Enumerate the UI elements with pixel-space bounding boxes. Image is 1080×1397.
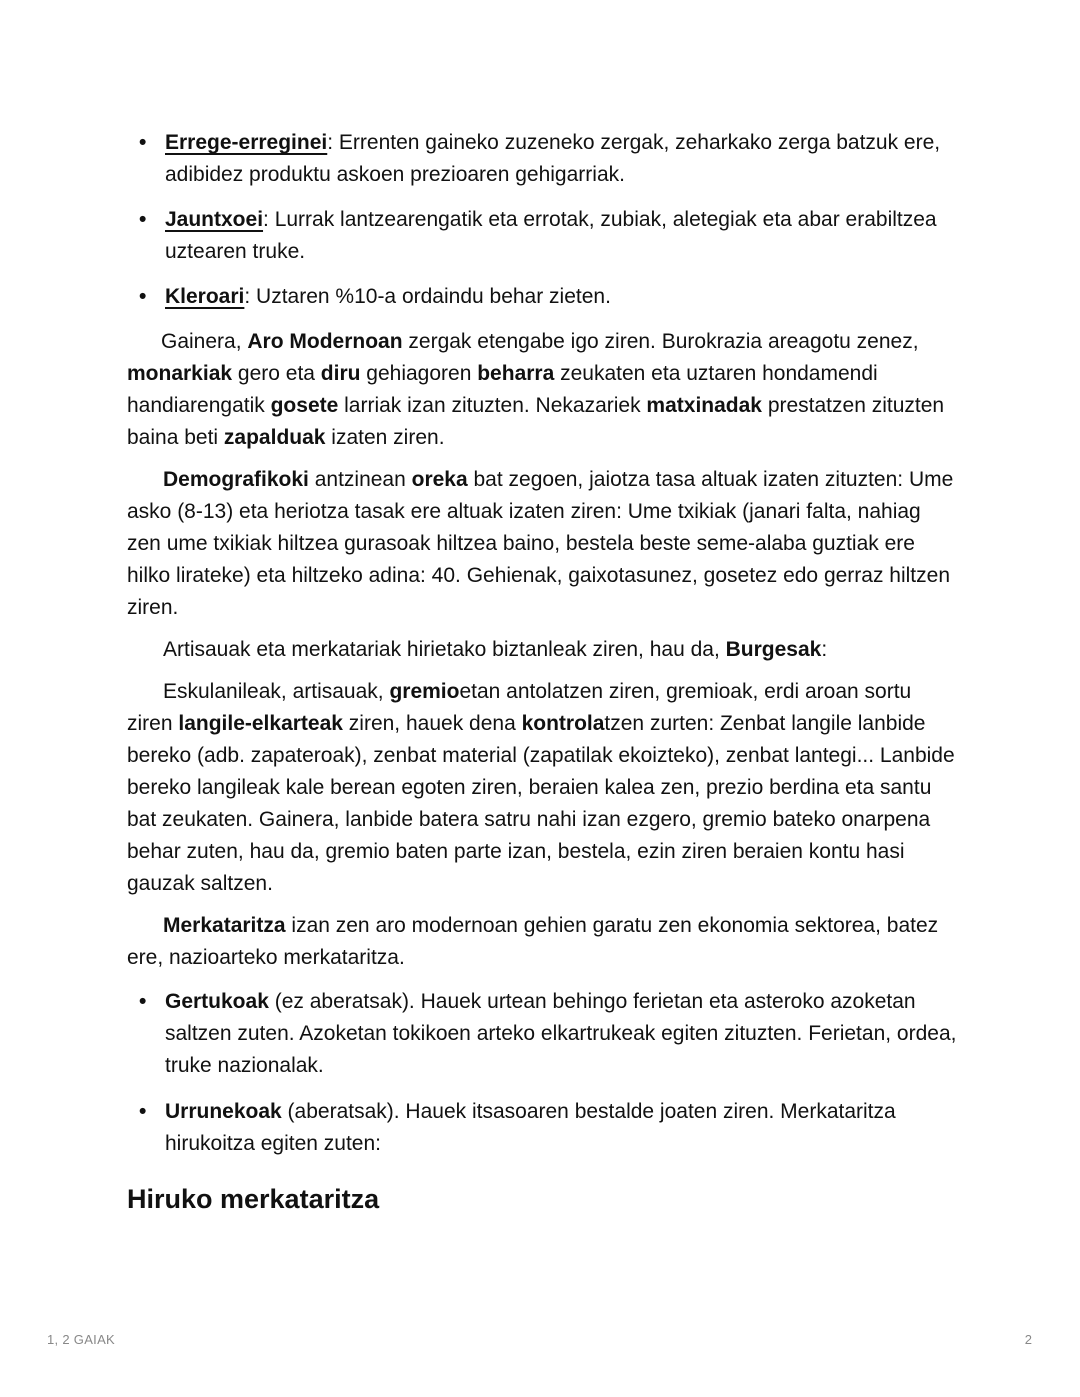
bold-term: diru — [320, 362, 361, 385]
text: Gainera, — [161, 330, 248, 353]
list-item — [127, 204, 957, 268]
paragraph-commerce — [127, 910, 957, 974]
paragraph-bourgeois — [127, 634, 957, 666]
list-term: Urrunekoak — [165, 1100, 282, 1123]
bold-term: langile-elkarteak — [178, 712, 343, 735]
text: izaten ziren. — [325, 426, 445, 449]
list-text: : Lurrak lantzearengatik eta errotak, zubiak, aletegiak eta abar erabiltzea uztearen truke. — [165, 208, 937, 263]
bold-term: beharra — [477, 362, 555, 385]
list-item — [127, 1096, 957, 1160]
bold-term: monarkiak — [127, 362, 233, 385]
list-text: (aberatsak). Hauek itsasoaren bestalde joaten ziren. Merkataritza hirukoitza egiten zuten: — [165, 1100, 896, 1155]
bold-term: Burgesak — [725, 638, 822, 661]
bold-term: matxinadak — [646, 394, 762, 417]
text: prestatzen zituzten baina beti — [127, 394, 945, 449]
bold-term: Demografikoki — [163, 468, 309, 491]
bold-term: Merkataritza — [163, 914, 286, 937]
bullet-icon: • — [139, 1100, 147, 1123]
list-term: Gertukoak — [165, 990, 269, 1013]
list-item — [127, 986, 957, 1082]
document-page — [127, 127, 957, 1216]
text: bat zegoen, jaiotza tasa altuak izaten zituzten: Ume asko (8-13) eta heriotza tasak ere altuak izaten ziren: Ume txikiak (janari falta, nahiag zen ume txikiak hiltzea gurasoak hiltzea baino, bestela beste seme-alaba guztiak ere hilko lirateke) eta hiltzeko adina: 40. Gehienak, gaixotasunez, gosetez edo gerraz hiltzen ziren. — [127, 468, 954, 619]
list-item — [127, 127, 957, 191]
text: tzen zurten: Zenbat langile lanbide bereko (adb. zapateroak), zenbat material (zapatilak ekoizteko), zenbat lantegi... Lanbide bereko langileak kale berean egoten ziren, beraien kalea zen, prezio berdina eta santu bat zeukaten. Gainera, lanbide batera satru nahi izan ezgero, gremio bateko onarpena behar zuten, hau da, gremio baten parte izan, bestela, ezin ziren beraien kontu hasi gauzak saltzen. — [127, 712, 955, 895]
list-text: : Uztaren %10-a ordaindu behar zieten. — [244, 285, 611, 308]
section-heading: Hiruko merkataritza — [127, 1184, 380, 1214]
bold-term: gremio — [389, 680, 460, 703]
bold-term: kontrola — [521, 712, 605, 735]
list-item — [127, 281, 957, 313]
paragraph-guilds — [127, 676, 957, 900]
bold-term: gosete — [270, 394, 339, 417]
list-term: Jauntxoei — [165, 208, 264, 231]
text: etan antolatzen ziren, gremioak, erdi aroan sortu ziren — [127, 680, 912, 735]
text: izan zen aro modernoan gehien garatu zen ekonomia sektorea, batez ere, nazioarteko merkataritza. — [127, 914, 939, 969]
bold-term: oreka — [411, 468, 468, 491]
text: zeukaten eta uztaren hondamendi handiarengatik — [127, 362, 878, 417]
list-term: Kleroari — [165, 285, 245, 308]
bullet-icon: • — [139, 285, 147, 308]
text: gehiagoren — [360, 362, 478, 385]
merchant-list — [127, 986, 957, 1160]
list-text: (ez aberatsak). Hauek urtean behingo ferietan eta asteroko azoketan saltzen zuten. Azoketan tokikoen arteko elkartrukeak egiten zituzten. Ferietan, ordea, truke nazionalak. — [165, 990, 957, 1077]
text: Artisauak eta merkatariak hirietako biztanleak ziren, hau da, — [163, 638, 726, 661]
text: larriak izan zituzten. Nekazariek — [338, 394, 647, 417]
text: gero eta — [232, 362, 321, 385]
page-number: 2 — [1024, 1332, 1032, 1347]
list-text: : Errenten gaineko zuzeneko zergak, zeharkako zerga batzuk ere, adibidez produktu askoen prezioaren gehigarriak. — [165, 131, 941, 186]
text: zergak etengabe igo ziren. Burokrazia areagotu zenez, — [402, 330, 919, 353]
tax-list — [127, 127, 957, 313]
text: : — [821, 638, 828, 661]
text: antzinean — [308, 468, 412, 491]
bullet-icon: • — [139, 990, 147, 1013]
bullet-icon: • — [139, 131, 147, 154]
list-term: Errege-erreginei — [165, 131, 328, 154]
text: Eskulanileak, artisauak, — [163, 680, 390, 703]
bold-term: zapalduak — [223, 426, 326, 449]
text: ziren, hauek dena — [342, 712, 522, 735]
bold-term: Aro Modernoan — [247, 330, 403, 353]
paragraph-taxes — [127, 326, 957, 454]
footer-title: 1, 2 GAIAK — [47, 1332, 116, 1347]
paragraph-demography — [127, 464, 957, 624]
bullet-icon: • — [139, 208, 147, 231]
